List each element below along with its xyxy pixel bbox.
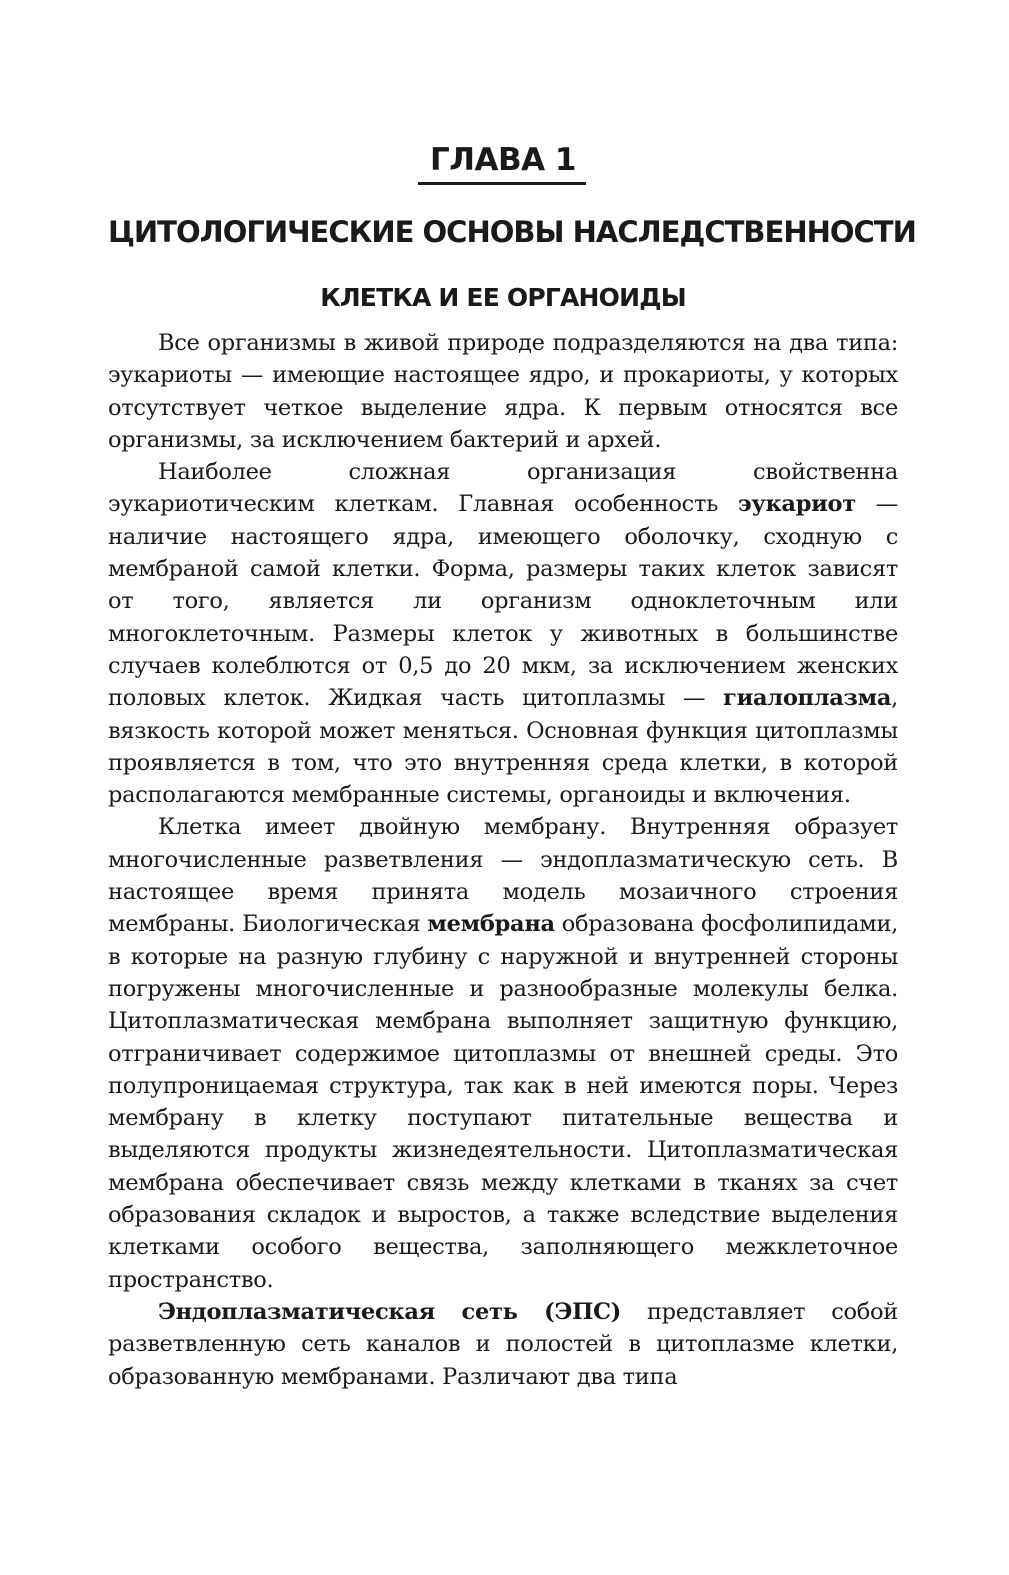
paragraph	[108, 811, 898, 1295]
text-run: — наличие настоящего ядра, имеющего оболочку, сходную с мембраной самой клетки. Форма, размеры таких клеток зависят от того, является ли организм одноклеточным или многоклеточным. Размеры клеток у животных в большинстве случаев колеблются от 0,5 до 20 мкм, за исключением женских половых клеток. Жидкая часть цитоплазмы —	[108, 491, 898, 712]
text-run: Все организмы в живой природе подразделяются на два типа: эукариоты — имеющие настоящее ядро, и прокариоты, у которых отсутствует четкое выделение ядра. К первым относятся все организмы, за исключением бактерий и архей.	[108, 330, 898, 453]
section-title: КЛЕТКА И ЕЕ ОРГАНОИДЫ	[320, 283, 686, 312]
text-run: представляет собой разветвленную сеть каналов и полостей в цитоплазме клетки, образованную мембранами. Различают два типа	[108, 1298, 898, 1390]
chapter-title: ЦИТОЛОГИЧЕСКИЕ ОСНОВЫ НАСЛЕДСТВЕННОСТИ	[108, 215, 916, 249]
term-hyaloplasm: гиалоплазма	[723, 685, 892, 712]
chapter-label: ГЛАВА 1	[430, 142, 576, 178]
paragraph	[108, 456, 898, 811]
term-endoplasmic-reticulum: Эндоплазматическая сеть (ЭПС)	[158, 1298, 622, 1325]
paragraph	[108, 327, 898, 456]
term-membrane: мембрана	[427, 911, 555, 938]
term-eukaryotes: эукариот	[737, 491, 856, 518]
text-run: Наиболее сложная организация свойственна эукариотическим клеткам. Главная особенность	[108, 459, 898, 518]
paragraph	[108, 1296, 898, 1393]
chapter-underline	[418, 182, 586, 185]
text-run: образована фосфолипидами, в которые на разную глубину с наружной и внутренней стороны погружены многочисленные и разнообразные молекулы белка. Цитоплазматическая мембрана выполняет защитную функцию, отграничивает содержимое цитоплазмы от внешней среды. Это полупроницаемая структура, так как в ней имеются поры. Через мембрану в клетку поступают питательные вещества и выделяются продукты жизнедеятельности. Цитоплазматическая мембрана обеспечивает связь между клетками в тканях за счет образования складок и выростов, а также вследствие выделения клетками особого вещества, заполняющего межклеточное пространство.	[108, 911, 898, 1293]
text-run: Клетка имеет двойную мембрану. Внутренняя образует многочисленные разветвления — эндоплазматическую сеть. В настоящее время принята модель мозаичного строения мембраны. Биологическая	[108, 814, 898, 938]
text-run: , вязкость которой может меняться. Основная функция цитоплазмы проявляется в том, что это внутренняя среда клетки, в которой располагаются мембранные системы, органоиды и включения.	[108, 685, 898, 809]
body-text	[108, 327, 898, 1393]
